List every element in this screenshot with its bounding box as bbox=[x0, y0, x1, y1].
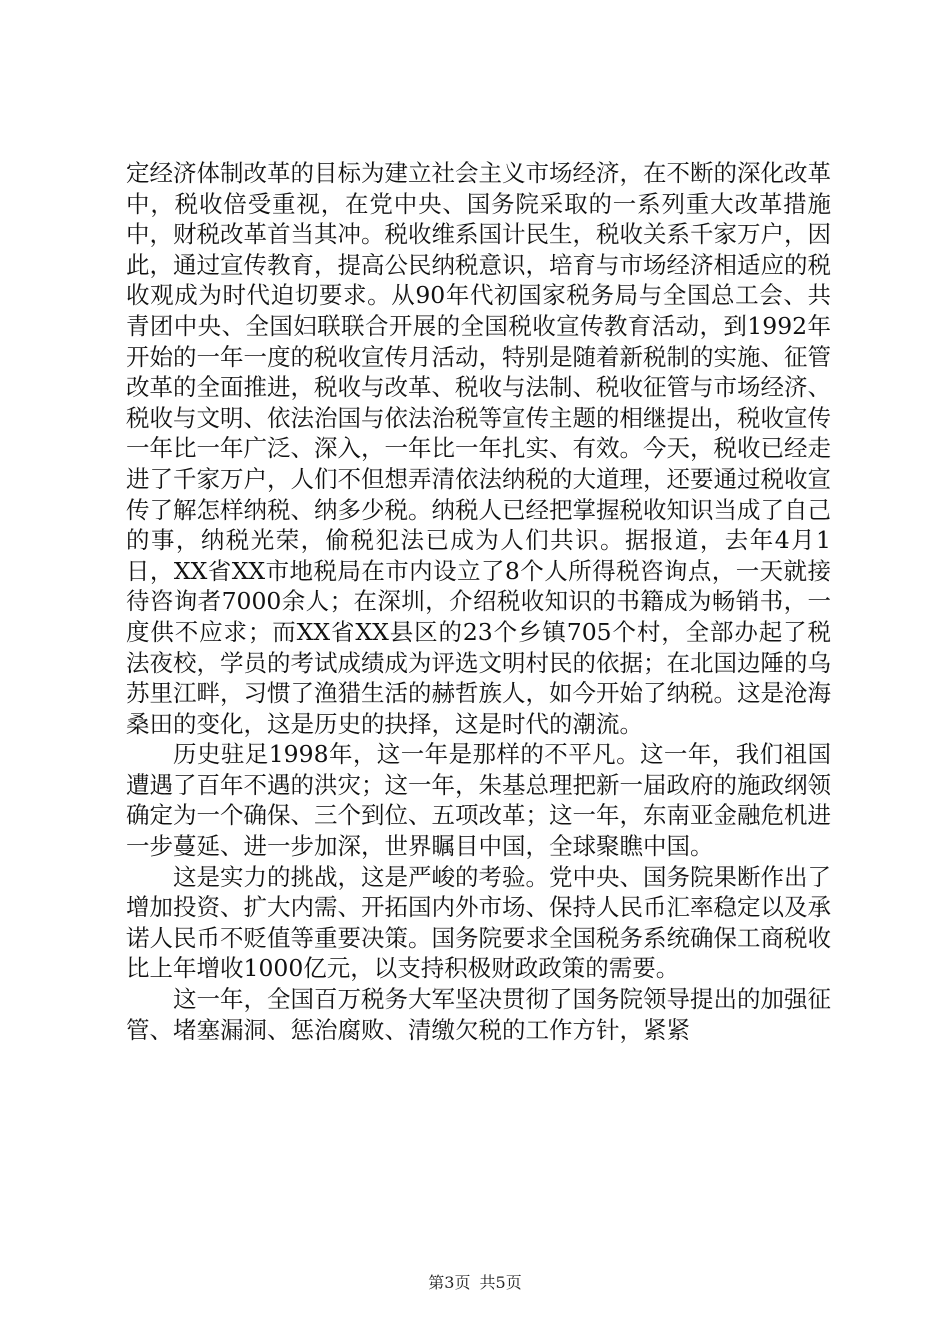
paragraph-2: 历史驻足1998年，这一年是那样的不平凡。这一年，我们祖国遭遇了百年不遇的洪灾；这一年，朱基总理把新一届政府的施政纲领确定为一个确保、三个到位、五项改革；这一年，东南亚金融危机进一步蔓延、进一步加深，世界瞩目中国，全球聚瞧中国。 bbox=[126, 740, 831, 861]
paragraph-3: 这是实力的挑战，这是严峻的考验。党中央、国务院果断作出了增加投资、扩大内需、开拓国内外市场、保持人民币汇率稳定以及承诺人民币不贬值等重要决策。国务院要求全国税务系统确保工商税收比上年增收1000亿元，以支持积极财政政策的需要。 bbox=[126, 862, 831, 983]
page-number: 第3页 bbox=[428, 1273, 471, 1292]
paragraph-4: 这一年，全国百万税务大军坚决贯彻了国务院领导提出的加强征管、堵塞漏洞、惩治腐败、清缴欠税的工作方针，紧紧 bbox=[126, 985, 831, 1044]
document-body bbox=[126, 158, 831, 1045]
page-total: 共5页 bbox=[479, 1273, 522, 1292]
paragraph-1: 定经济体制改革的目标为建立社会主义市场经济，在不断的深化改革中，税收倍受重视，在党中央、国务院采取的一系列重大改革措施中，财税改革首当其冲。税收维系国计民生，税收关系千家万户，因此，通过宣传教育，提高公民纳税意识，培育与市场经济相适应的税收观成为时代迫切要求。从90年代初国家税务局与全国总工会、共青团中央、全国妇联联合开展的全国税收宣传教育活动，到1992年开始的一年一度的税收宣传月活动，特别是随着新税制的实施、征管改革的全面推进，税收与改革、税收与法制、税收征管与市场经济、税收与文明、依法治国与依法治税等宣传主题的相继提出，税收宣传一年比一年广泛、深入，一年比一年扎实、有效。今天，税收已经走进了千家万户，人们不但想弄清依法纳税的大道理，还要通过税收宣传了解怎样纳税、纳多少税。纳税人已经把掌握税收知识当成了自己的事，纳税光荣，偷税犯法已成为人们共识。据报道，去年4月1日，XX省XX市地税局在市内设立了8个人所得税咨询点，一天就接待咨询者7000余人；在深圳，介绍税收知识的书籍成为畅销书，一度供不应求；而XX省XX县区的23个乡镇705个村，全部办起了税法夜校，学员的考试成绩成为评选文明村民的依据；在北国边陲的乌苏里江畔，习惯了渔猎生活的赫哲族人，如今开始了纳税。这是沧海桑田的变化，这是历史的抉择，这是时代的潮流。 bbox=[126, 159, 831, 738]
page-footer bbox=[0, 1273, 950, 1293]
